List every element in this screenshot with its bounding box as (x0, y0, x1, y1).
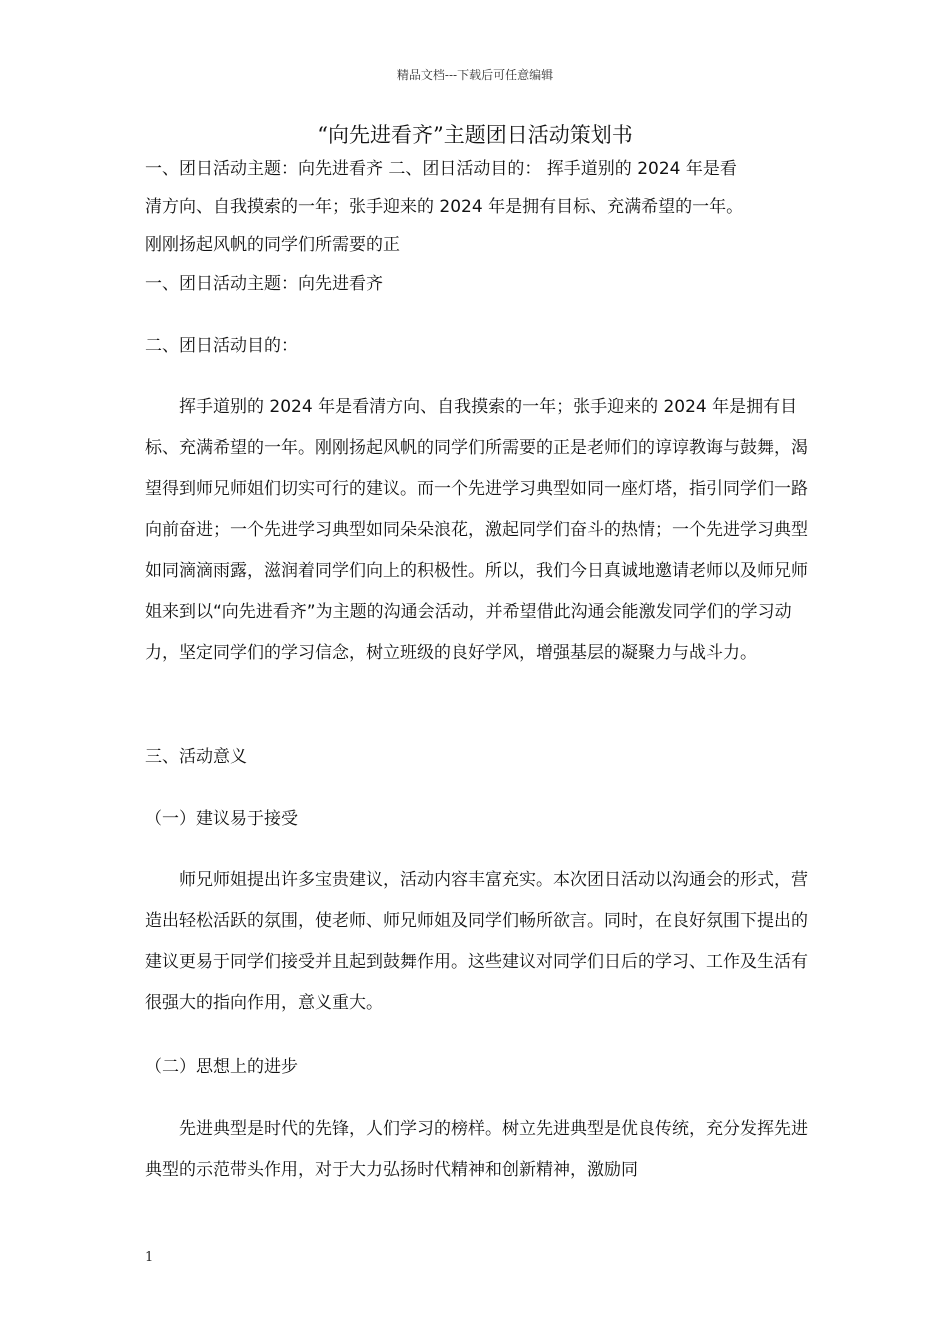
document-title: “向先进看齐”主题团日活动策划书 (317, 123, 633, 147)
summary-line: 清方向、自我摸索的一年；张手迎来的 2024 年是拥有目标、充满希望的一年。 (145, 197, 744, 217)
paragraph-text: 师兄师姐提出许多宝贵建议，活动内容丰富充实。本次团日活动以沟通会的形式，营造出轻松活跃的氛围，使老师、师兄师姐及同学们畅所欲言。同时，在良好氛围下提出的建议更易于同学们接受并且起到鼓舞作用。这些建议对同学们日后的学习、工作及生活有很强大的指向作用，意义重大。 (145, 870, 808, 1013)
summary-line: 刚刚扬起风帆的同学们所需要的正 (145, 235, 400, 255)
subheading-suggestions: （一）建议易于接受 (145, 809, 298, 829)
paragraph-progress (145, 1109, 810, 1191)
page-number: 1 (145, 1250, 154, 1265)
section-heading-significance: 三、活动意义 (145, 747, 247, 767)
paragraph-text: 挥手道别的 2024 年是看清方向、自我摸索的一年；张手迎来的 2024 年是拥有目标、充满希望的一年。刚刚扬起风帆的同学们所需要的正是老师们的谆谆教诲与鼓舞，渴望得到师兄师姐们切实可行的建议。而一个先进学习典型如同一座灯塔，指引同学们一路向前奋进；一个先进学习典型如同朵朵浪花，激起同学们奋斗的热情；一个先进学习典型如同滴滴雨露，滋润着同学们向上的积极性。所以，我们今日真诚地邀请老师以及师兄师姐来到以“向先进看齐”为主题的沟通会活动，并希望借此沟通会能激发同学们的学习动力，坚定同学们的学习信念，树立班级的良好学风，增强基层的凝聚力与战斗力。 (145, 397, 808, 663)
summary-line: 一、团日活动主题：向先进看齐 二、团日活动目的： 挥手道别的 2024 年是看 (145, 159, 737, 179)
page-header: 精品文档---下载后可任意编辑 (396, 68, 554, 82)
paragraph-purpose (145, 387, 810, 674)
summary-block (145, 150, 810, 264)
paragraph-suggestions (145, 860, 810, 1024)
section-heading-purpose: 二、团日活动目的： (145, 336, 298, 356)
section-heading-theme: 一、团日活动主题：向先进看齐 (145, 274, 383, 294)
paragraph-text: 先进典型是时代的先锋，人们学习的榜样。树立先进典型是优良传统，充分发挥先进典型的示范带头作用，对于大力弘扬时代精神和创新精神，激励同 (145, 1119, 808, 1180)
subheading-progress: （二）思想上的进步 (145, 1057, 298, 1077)
